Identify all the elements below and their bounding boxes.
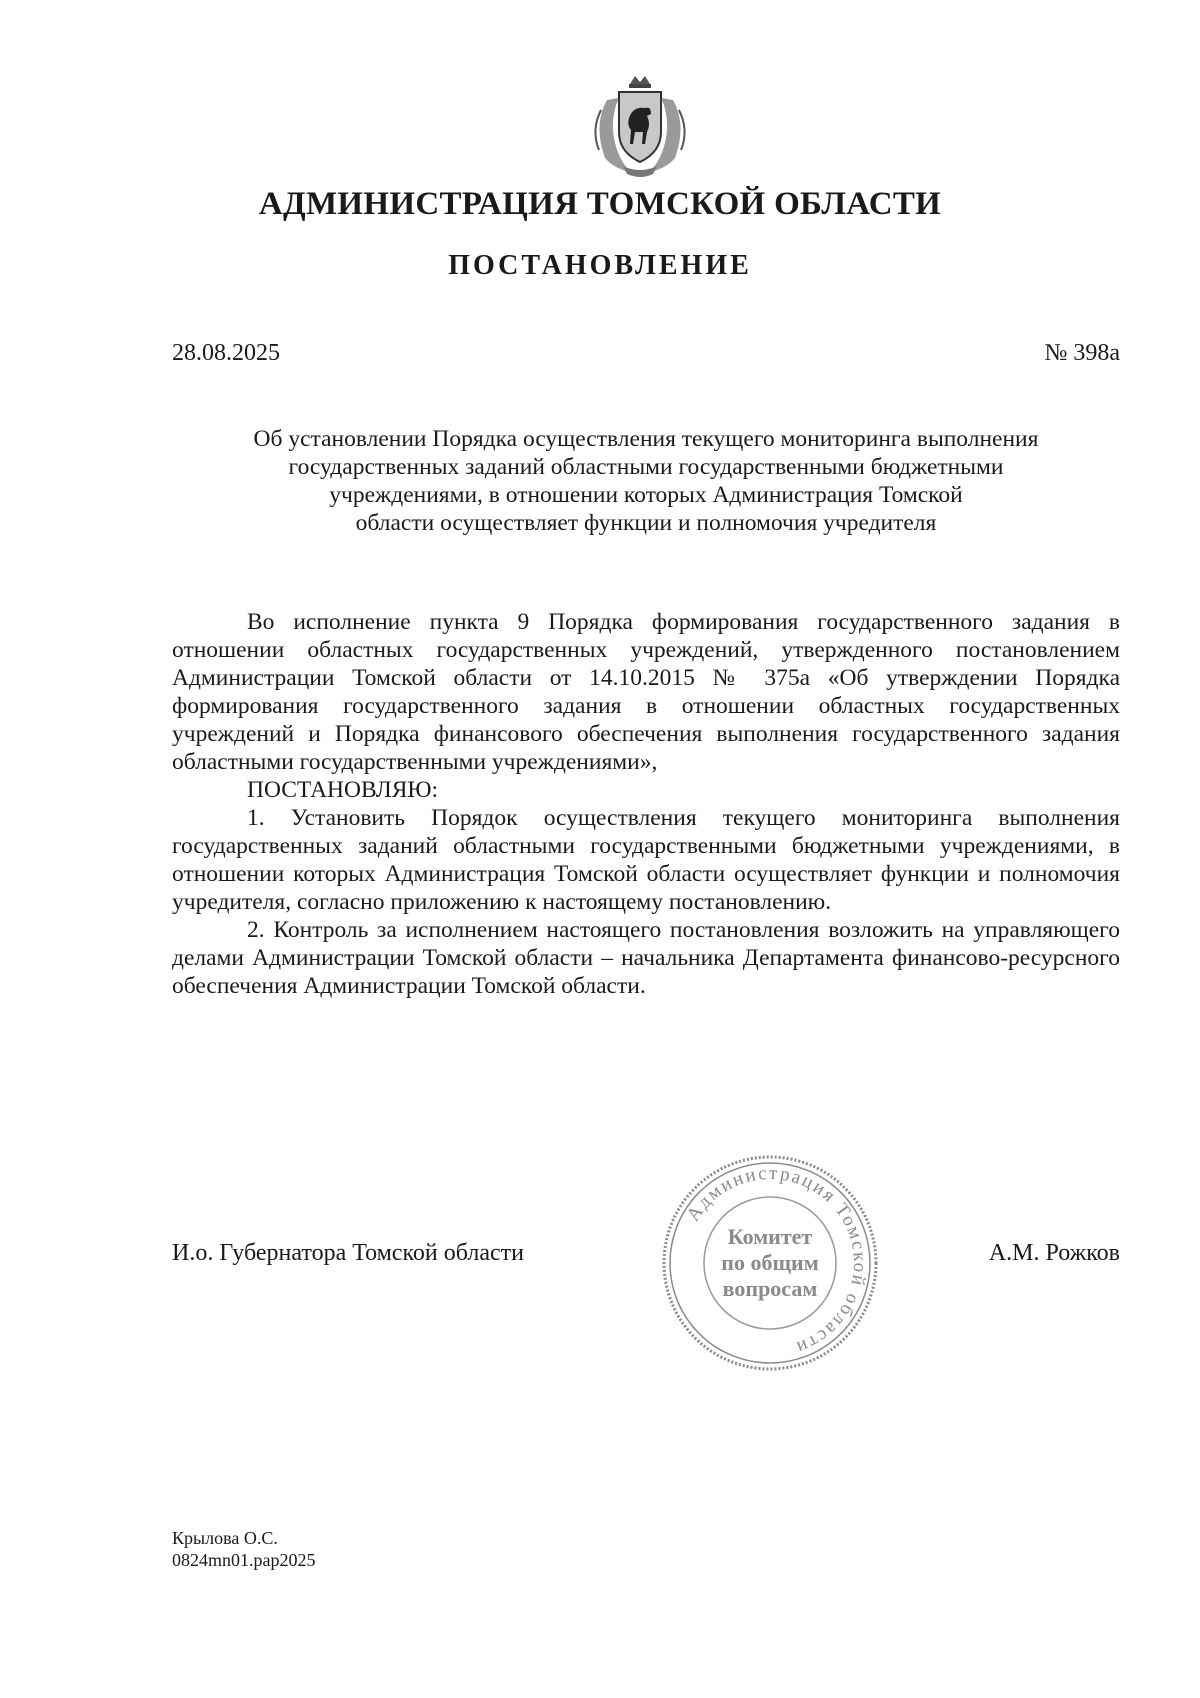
official-seal-stamp — [655, 1148, 885, 1378]
signer-name: А.М. Рожков — [988, 1240, 1120, 1266]
seal-center-line: Комитет — [727, 1224, 813, 1249]
document-footer — [172, 1527, 316, 1571]
item-1-paragraph: 1. Установить Порядок осуществления текущего мониторинга выполнения государственных заданий областными государственными бюджетными учреждениями, в отношении которых Администрация Томской области осуществляет функции и полномочия учредителя, согласно приложению к настоящему постановлению. — [172, 805, 1120, 915]
document-type: ПОСТАНОВЛЕНИЕ — [448, 250, 752, 281]
signer-title: И.о. Губернатора Томской области — [172, 1240, 524, 1266]
organization-title: АДМИНИСТРАЦИЯ ТОМСКОЙ ОБЛАСТИ — [258, 186, 942, 222]
seal-ring-text: Администрация Томской области — [682, 1162, 871, 1359]
document-body — [172, 608, 1120, 1000]
item-2-paragraph: 2. Контроль за исполнением настоящего постановления возложить на управляющего делами Администрации Томской области – начальника Департамента финансово-ресурсного обеспечения Администрации Томской области. — [172, 917, 1120, 999]
document-subject — [172, 425, 1120, 537]
executor-name: Крылова О.С. — [172, 1528, 278, 1548]
preamble-paragraph: Во исполнение пункта 9 Порядка формирования государственного задания в отношении областных государственных учреждений, утвержденного постановлением Администрации Томской области от 14.10.2015 № 375а «Об утверждении Порядка формирования государственного задания в отношении областных государственных учреждений и Порядка финансового обеспечения выполнения государственного задания областными государственными учреждениями», — [172, 609, 1120, 775]
subject-line: государственных заданий областными государственными бюджетными — [288, 454, 1004, 480]
seal-center-line: по общим — [721, 1250, 819, 1275]
seal-center-line: вопросам — [722, 1276, 818, 1301]
file-code: 0824mn01.pap2025 — [172, 1550, 316, 1570]
decree-word: ПОСТАНОВЛЯЮ: — [247, 777, 439, 803]
subject-line: Об установлении Порядка осуществления текущего мониторинга выполнения — [253, 426, 1039, 452]
subject-line: области осуществляет функции и полномочия учредителя — [355, 510, 937, 536]
document-number: № 398а — [1044, 340, 1120, 366]
subject-line: учреждениями, в отношении которых Администрация Томской — [329, 482, 963, 508]
document-date: 28.08.2025 — [172, 340, 280, 366]
tomsk-region-coat-of-arms-icon — [585, 70, 695, 180]
